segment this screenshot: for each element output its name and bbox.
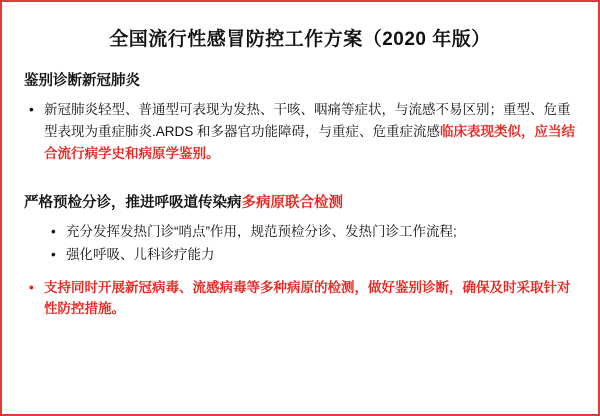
list-item-text: 充分发挥发热门诊“哨点”作用，规范预检分诊、发热门诊工作流程; [66,223,457,239]
section-heading [24,193,576,213]
list-item-text: 强化呼吸、儿科诊疗能力 [66,246,215,262]
section-heading [24,71,576,91]
list-spacer [24,267,576,277]
section-pre-examination-triage [24,193,576,321]
list-item [24,221,576,243]
page-title: 全国流行性感冒防控工作方案（2020 年版） [109,29,491,50]
section-identification-diagnosis [24,71,576,165]
bullet-list [24,99,576,165]
section-heading-accent: 多病原联合检测 [241,194,343,211]
list-item [24,99,576,165]
list-item [24,244,576,266]
list-item-accent-text: 临床表现类似，应当结合流行病学史和病原学鉴别。 [44,123,576,161]
list-item-highlighted [24,277,576,321]
list-item-text: 新冠肺炎轻型、普通型可表现为发热、干咳、咽痛等症状，与流感不易区别；重型、危重型表现为重症肺炎.ARDS 和多器官功能障碍，与重症、危重症流感 [44,101,571,139]
section-heading-text: 严格预检分诊，推进呼吸道传染病 [24,194,242,211]
section-spacer [24,177,576,193]
bullet-list [24,221,576,320]
list-item-text: 支持同时开展新冠病毒、流感病毒等多种病原的检测，做好鉴别诊断，确保及时采取针对性防控措施。 [44,279,571,317]
section-heading-text: 鉴别诊断新冠肺炎 [24,72,140,89]
